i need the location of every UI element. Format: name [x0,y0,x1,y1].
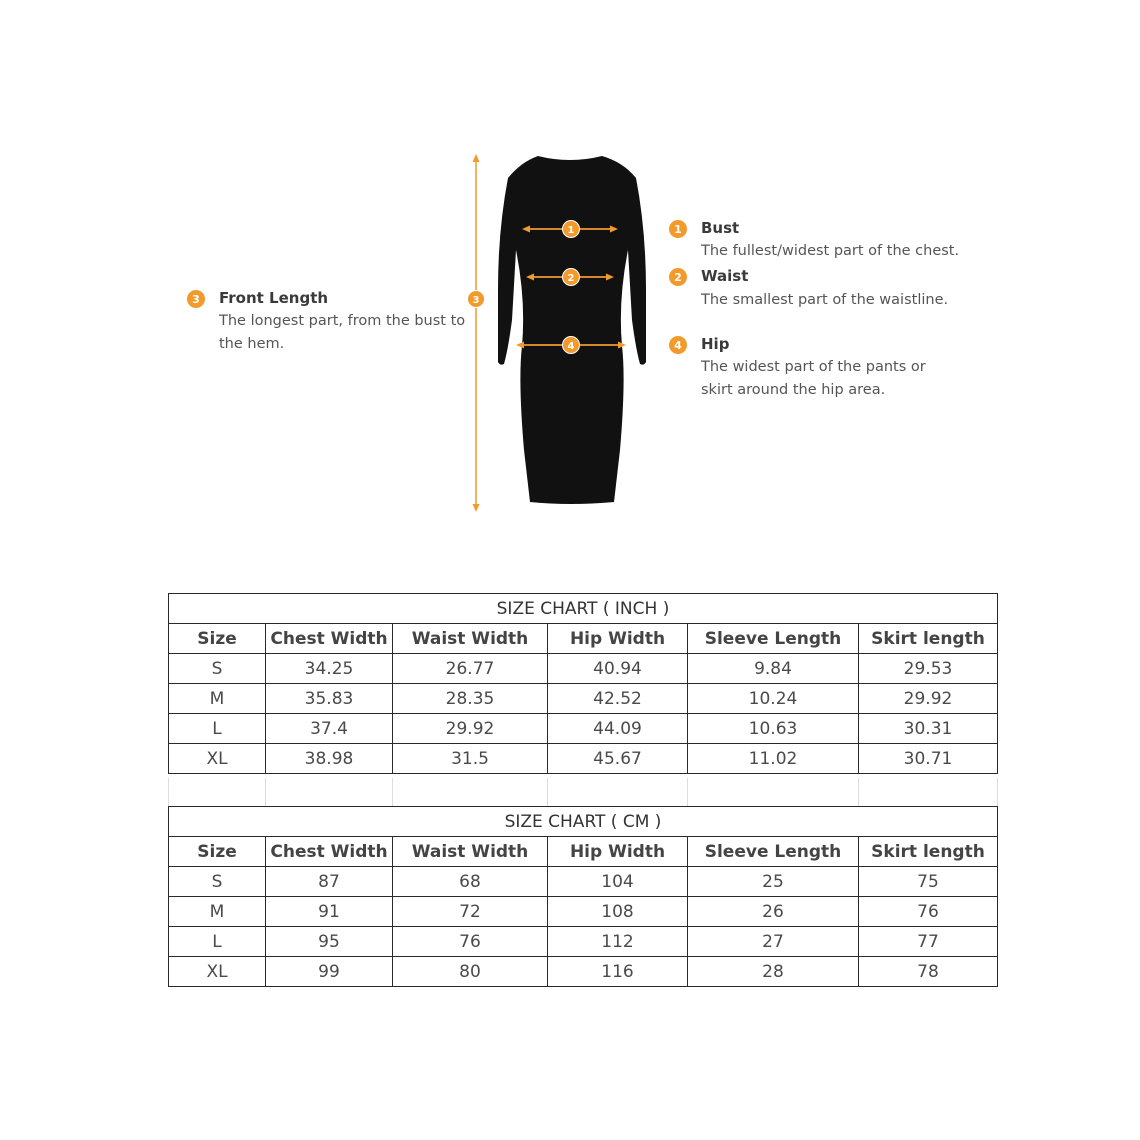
front-length-arrow-bottom [473,504,480,512]
hip-desc-line2: skirt around the hip area. [701,382,886,398]
table-cell: 72 [393,897,548,927]
table-cell: 26.77 [393,654,548,684]
table-cell: L [169,927,266,957]
bust-badge: 1 [669,220,687,238]
table-cell: 38.98 [266,744,393,774]
column-header: Chest Width [266,837,393,867]
table-cell: 11.02 [688,744,859,774]
hip-desc-line1: The widest part of the pants or [701,359,926,375]
table-cell: 27 [688,927,859,957]
column-header: Hip Width [548,837,688,867]
table-row [169,654,998,684]
table-cell: 75 [859,867,998,897]
table-cell: 9.84 [688,654,859,684]
table-cell: 99 [266,957,393,987]
front-length-arrow-top [473,154,480,162]
table-cell: 34.25 [266,654,393,684]
table-cell: S [169,654,266,684]
table-cell: 87 [266,867,393,897]
svg-text:1: 1 [567,225,575,236]
table-cell: 30.31 [859,714,998,744]
table-cell: 42.52 [548,684,688,714]
column-header: Waist Width [393,837,548,867]
table-row [169,744,998,774]
column-header: Size [169,624,266,654]
dress-silhouette-icon [460,150,660,520]
column-header: Size [169,837,266,867]
table-row [169,867,998,897]
size-chart-inch-table [168,593,998,774]
table-row [169,684,998,714]
column-header: Skirt length [859,624,998,654]
table-cell: 35.83 [266,684,393,714]
table-cell: 29.92 [859,684,998,714]
table-cell: M [169,897,266,927]
dress-body [498,156,646,504]
front-length-badge: 3 [187,290,205,308]
table-cell: 28.35 [393,684,548,714]
table-row [169,927,998,957]
table-row [169,897,998,927]
front-length-desc-line1: The longest part, from the bust to [219,313,466,329]
bust-desc: The fullest/widest part of the chest. [701,243,960,259]
column-header: Sleeve Length [688,624,859,654]
table-cell: 80 [393,957,548,987]
waist-badge: 2 [669,268,687,286]
table-cell: 76 [393,927,548,957]
table-cell: M [169,684,266,714]
table-cell: XL [169,744,266,774]
table-cell: 104 [548,867,688,897]
table-cell: 10.24 [688,684,859,714]
column-header: Skirt length [859,837,998,867]
table-cell: 29.53 [859,654,998,684]
table-cell: S [169,867,266,897]
table-cell: 25 [688,867,859,897]
table-cell: XL [169,957,266,987]
table-cell: 10.63 [688,714,859,744]
table-cell: 26 [688,897,859,927]
front-length-title: Front Length [219,289,329,307]
column-header: Hip Width [548,624,688,654]
table-cell: 29.92 [393,714,548,744]
front-length-marker-label: 3 [472,295,480,306]
size-chart-cm-table [168,806,998,987]
table-row [169,714,998,744]
table-cell: 37.4 [266,714,393,744]
column-header: Waist Width [393,624,548,654]
svg-text:2: 2 [567,273,575,284]
table-cell: 116 [548,957,688,987]
table-cell: 112 [548,927,688,957]
front-length-desc-line2: the hem. [219,336,285,352]
column-header: Sleeve Length [688,837,859,867]
table-spacer [168,778,998,806]
table-cell: 31.5 [393,744,548,774]
table-cell: 95 [266,927,393,957]
size-chart-cm-title: SIZE CHART ( CM ) [169,807,998,837]
hip-title: Hip [701,335,730,353]
table-cell: 108 [548,897,688,927]
table-cell: 28 [688,957,859,987]
table-cell: 68 [393,867,548,897]
column-header: Chest Width [266,624,393,654]
table-cell: 40.94 [548,654,688,684]
table-cell: L [169,714,266,744]
table-cell: 76 [859,897,998,927]
table-row [169,957,998,987]
table-cell: 44.09 [548,714,688,744]
table-cell: 45.67 [548,744,688,774]
table-cell: 77 [859,927,998,957]
table-cell: 91 [266,897,393,927]
hip-badge: 4 [669,336,687,354]
size-chart-inch-title: SIZE CHART ( INCH ) [169,594,998,624]
bust-title: Bust [701,219,740,237]
svg-text:4: 4 [567,341,575,352]
table-cell: 78 [859,957,998,987]
table-cell: 30.71 [859,744,998,774]
waist-desc: The smallest part of the waistline. [701,292,949,308]
waist-title: Waist [701,267,749,285]
